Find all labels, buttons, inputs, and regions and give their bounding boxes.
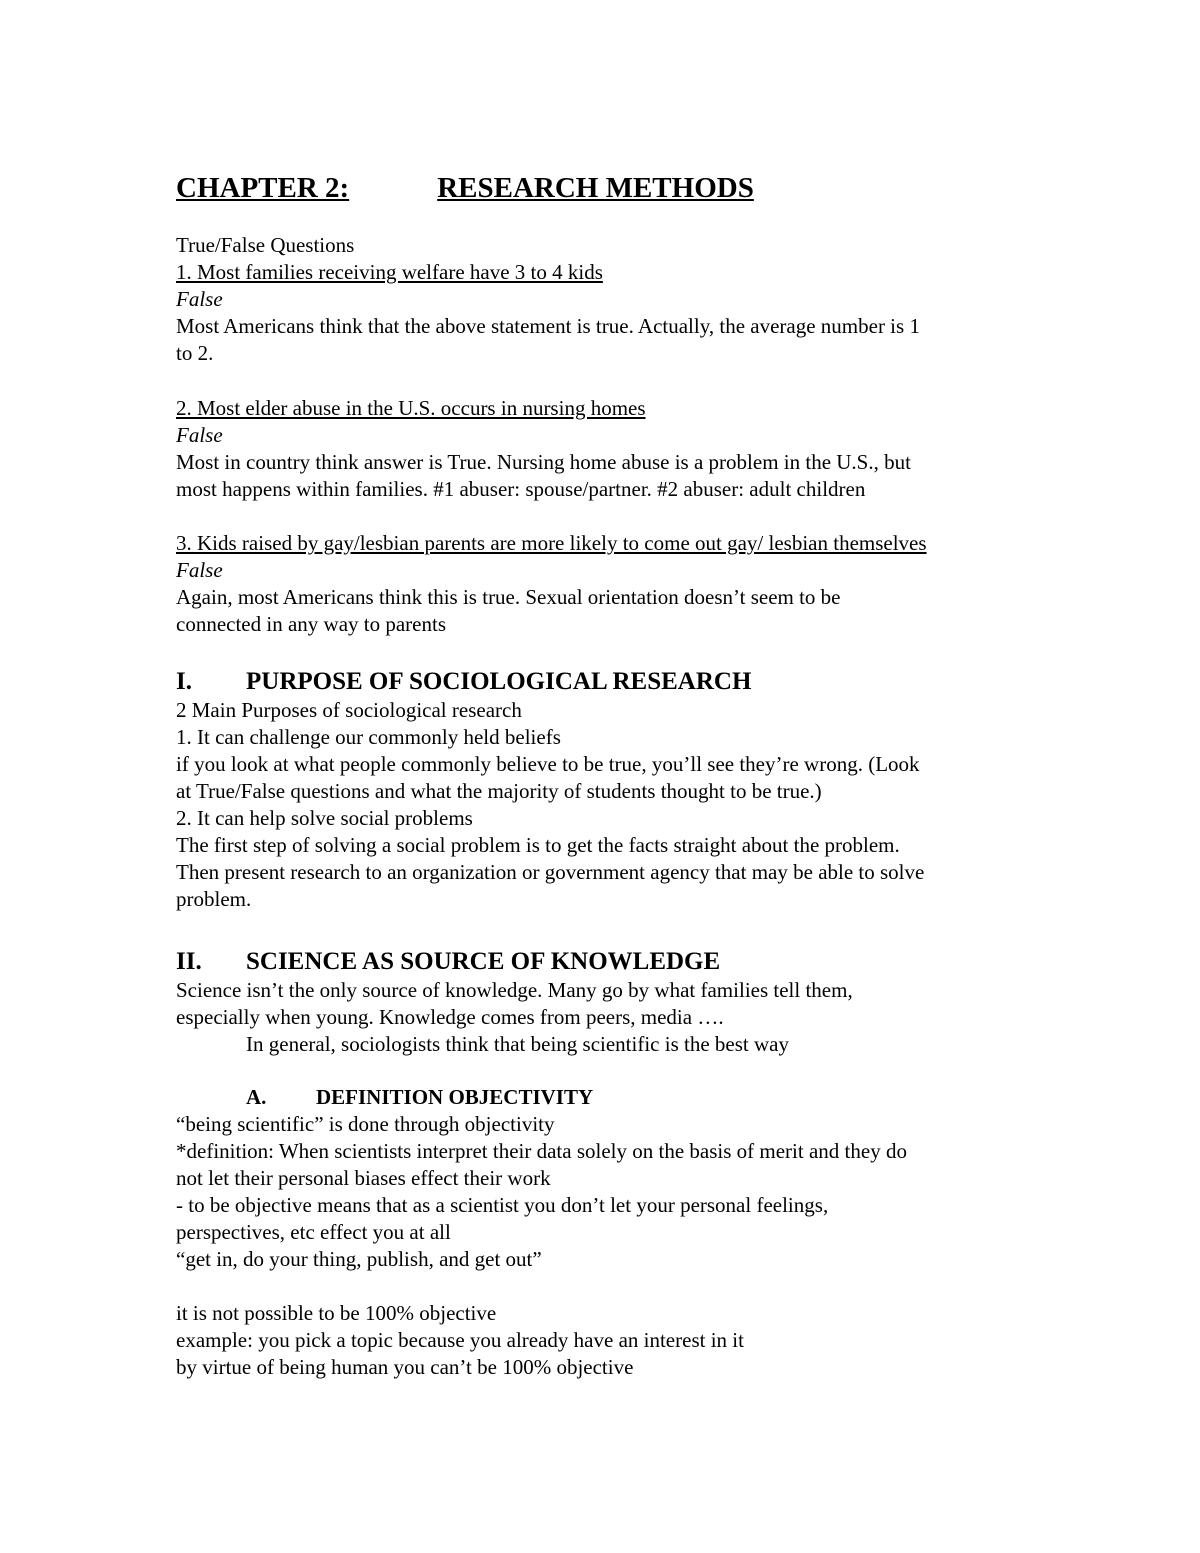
section-1-line: Then present research to an organization or government agency that may be able to solve — [176, 860, 925, 884]
section-1-line: if you look at what people commonly believe to be true, you’ll see they’re wrong. (Look — [176, 752, 920, 776]
objectivity-line: it is not possible to be 100% objective — [176, 1301, 497, 1325]
question-2: 2. Most elder abuse in the U.S. occurs in nursing homes — [176, 396, 646, 420]
section-1-title: PURPOSE OF SOCIOLOGICAL RESEARCH — [246, 668, 752, 695]
section-1-line: 2 Main Purposes of sociological research — [176, 698, 522, 722]
question-3-block — [176, 530, 1060, 638]
section-1-line: The first step of solving a social problem is to get the facts straight about the problem. — [176, 833, 900, 857]
subsection-a-letter: A. — [246, 1085, 267, 1109]
subsection-a-line: - to be objective means that as a scientist you don’t let your personal feelings, — [176, 1193, 829, 1217]
explanation-1-line-2: to 2. — [176, 341, 214, 365]
section-1-line: at True/False questions and what the majority of students thought to be true.) — [176, 779, 822, 803]
answer-3: False — [176, 558, 223, 582]
true-false-heading: True/False Questions — [176, 233, 355, 257]
subsection-a-line: not let their personal biases effect their work — [176, 1166, 551, 1190]
section-2-numeral: II. — [176, 948, 202, 975]
section-2-line: Science isn’t the only source of knowledge. Many go by what families tell them, — [176, 978, 853, 1002]
answer-1: False — [176, 287, 223, 311]
section-1-line: 1. It can challenge our commonly held beliefs — [176, 725, 561, 749]
question-1: 1. Most families receiving welfare have 3 to 4 kids — [176, 260, 603, 284]
section-1-heading — [176, 667, 1060, 697]
chapter-name: RESEARCH METHODS — [437, 172, 754, 204]
section-1-line: 2. It can help solve social problems — [176, 806, 473, 830]
objectivity-line: by virtue of being human you can’t be 100% objective — [176, 1355, 634, 1379]
section-2-title: SCIENCE AS SOURCE OF KNOWLEDGE — [246, 948, 721, 975]
subsection-a-title: DEFINITION OBJECTIVITY — [316, 1085, 594, 1109]
answer-2: False — [176, 423, 223, 447]
subsection-objectivity — [176, 1084, 1060, 1273]
explanation-1-line-1: Most Americans think that the above statement is true. Actually, the average number is 1 — [176, 314, 920, 338]
explanation-3-line-2: connected in any way to parents — [176, 612, 446, 636]
section-2-line: In general, sociologists think that being scientific is the best way — [246, 1032, 789, 1056]
explanation-2-line-2: most happens within families. #1 abuser: spouse/partner. #2 abuser: adult children — [176, 477, 866, 501]
subsection-a-heading — [176, 1084, 1060, 1111]
section-science — [176, 947, 1060, 1058]
true-false-section — [176, 232, 1060, 367]
subsection-a-line: perspectives, etc effect you at all — [176, 1220, 451, 1244]
subsection-a-line: “being scientific” is done through objectivity — [176, 1112, 555, 1136]
explanation-3-line-1: Again, most Americans think this is true. Sexual orientation doesn’t seem to be — [176, 585, 841, 609]
subsection-a-line: “get in, do your thing, publish, and get out” — [176, 1247, 542, 1271]
chapter-number: CHAPTER 2: — [176, 172, 350, 204]
section-1-numeral: I. — [176, 668, 192, 695]
section-2-heading — [176, 947, 1060, 977]
section-purpose — [176, 667, 1060, 913]
section-2-line: especially when young. Knowledge comes from peers, media …. — [176, 1005, 724, 1029]
question-3: 3. Kids raised by gay/lesbian parents are more likely to come out gay/ lesbian themselves — [176, 531, 927, 555]
subsection-a-line: *definition: When scientists interpret their data solely on the basis of merit and they do — [176, 1139, 907, 1163]
objectivity-limits — [176, 1300, 1060, 1381]
question-2-block — [176, 395, 1060, 503]
explanation-2-line-1: Most in country think answer is True. Nursing home abuse is a problem in the U.S., but — [176, 450, 911, 474]
chapter-title — [176, 170, 754, 206]
section-1-line: problem. — [176, 887, 252, 911]
objectivity-line: example: you pick a topic because you already have an interest in it — [176, 1328, 744, 1352]
